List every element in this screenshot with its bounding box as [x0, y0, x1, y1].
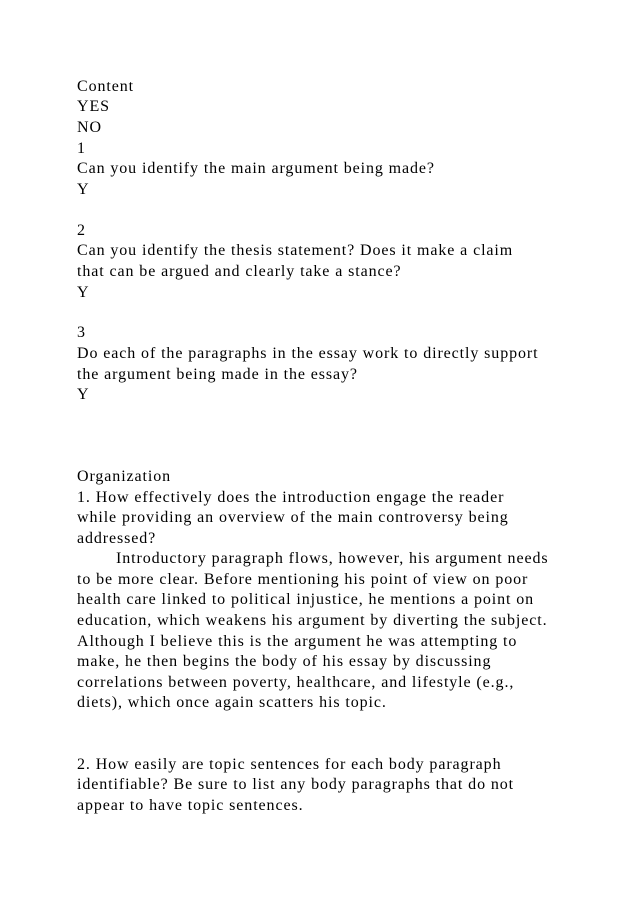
item-1-number: 1 — [77, 140, 86, 157]
item-1-answer: Y — [77, 181, 90, 198]
org-q1-response-line: correlations between poverty, healthcare, and lifestyle (e.g., — [77, 674, 515, 691]
org-q1-response-line: Introductory paragraph flows, however, his argument needs — [116, 550, 549, 567]
item-1-question-line: Can you identify the main argument being made? — [77, 160, 435, 177]
org-q1-question-line: while providing an overview of the main controversy being — [77, 509, 509, 526]
organization-heading: Organization — [77, 468, 172, 485]
item-3-answer: Y — [77, 386, 90, 403]
org-q1-response-line: diets), which once again scatters his topic. — [77, 694, 387, 711]
item-2-question-line: that can be argued and clearly take a stance? — [77, 263, 402, 280]
org-q1-response-line: to be more clear. Before mentioning his point of view on poor — [77, 571, 529, 588]
content-heading: Content — [77, 78, 134, 95]
org-q1-question-line: addressed? — [77, 530, 157, 547]
item-2-number: 2 — [77, 222, 86, 239]
column-header-yes: YES — [77, 98, 110, 115]
item-2-question-line: Can you identify the thesis statement? Does it make a claim — [77, 242, 514, 259]
item-3-question-line: Do each of the paragraphs in the essay work to directly support — [77, 345, 539, 362]
org-q1-response-line: make, he then begins the body of his essay by discussing — [77, 653, 492, 670]
org-q1-response-line: education, which weakens his argument by diverting the subject. — [77, 612, 548, 629]
org-q2-question-line: 2. How easily are topic sentences for each body paragraph — [77, 756, 502, 773]
org-q1-response-line: health care linked to political injustice, he mentions a point on — [77, 591, 535, 608]
org-q2-question-line: appear to have topic sentences. — [77, 797, 304, 814]
item-2-answer: Y — [77, 284, 90, 301]
org-q1-response-line: Although I believe this is the argument he was attempting to — [77, 633, 518, 650]
org-q2-question-line: identifiable? Be sure to list any body paragraphs that do not — [77, 776, 515, 793]
item-3-question-line: the argument being made in the essay? — [77, 366, 358, 383]
column-header-no: NO — [77, 119, 102, 136]
item-3-number: 3 — [77, 324, 86, 341]
org-q1-question-line: 1. How effectively does the introduction engage the reader — [77, 489, 505, 506]
